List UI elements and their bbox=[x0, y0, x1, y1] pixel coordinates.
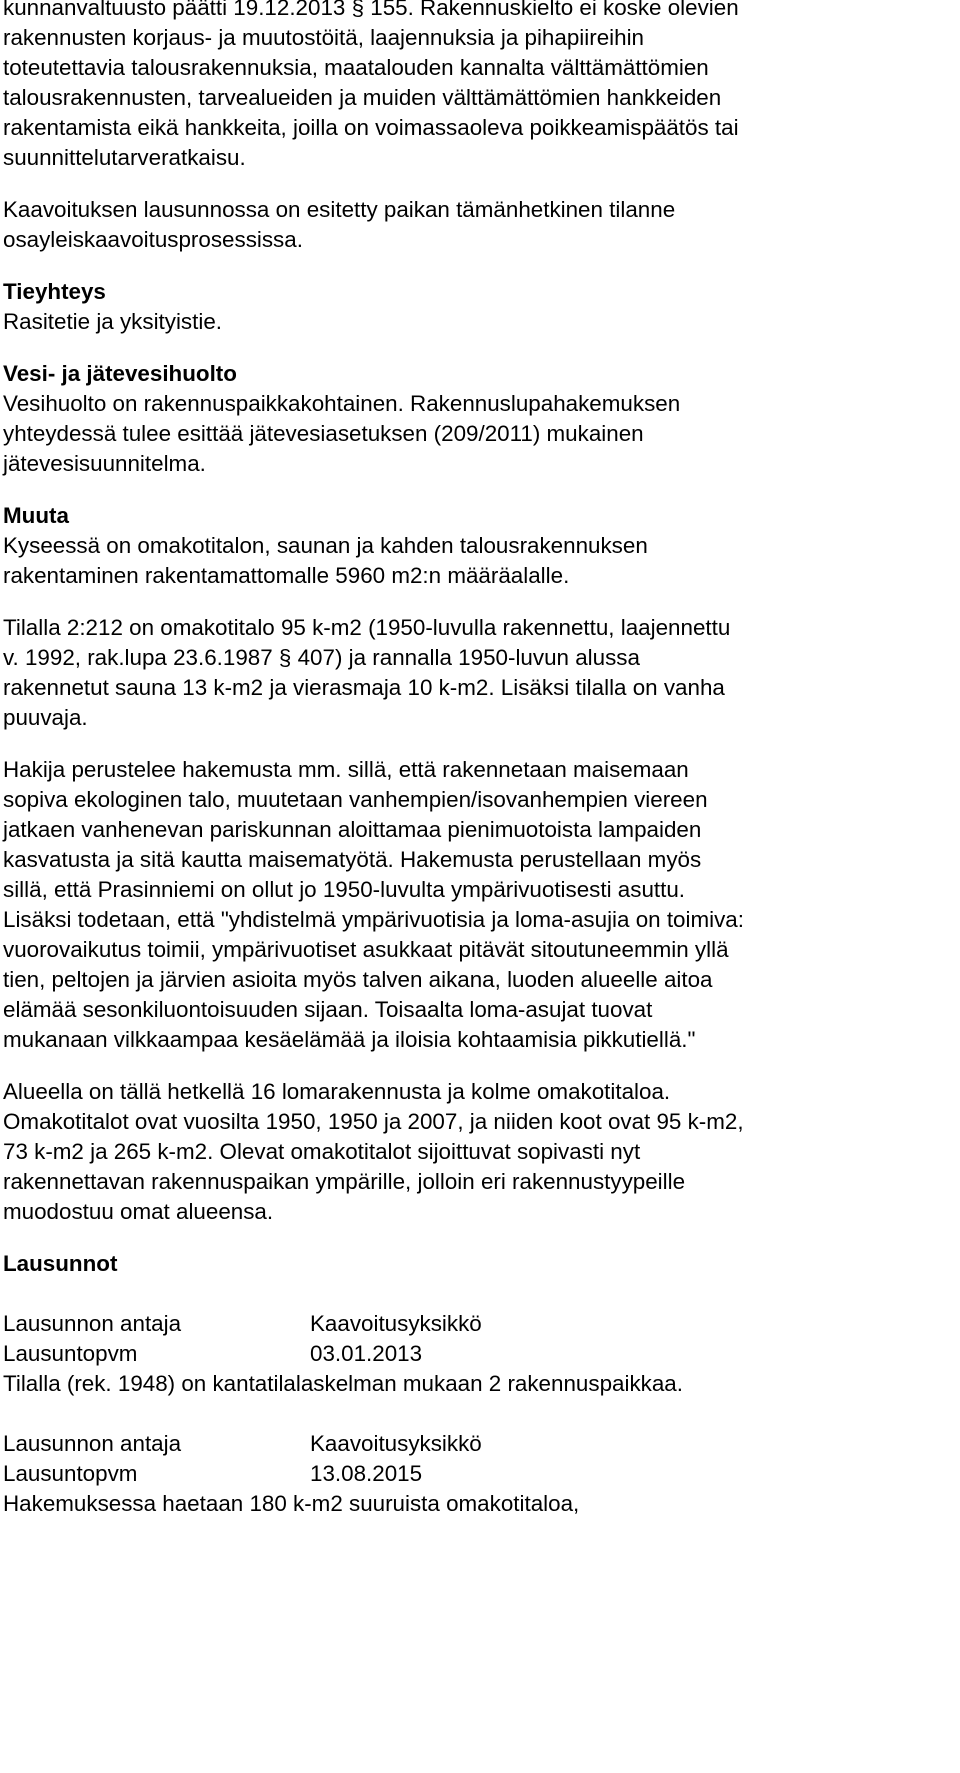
paragraph-hakija bbox=[3, 755, 953, 1055]
field-label: Lausuntopvm bbox=[3, 1341, 138, 1366]
text-line: rakentaminen rakentamattomalle 5960 m2:n määräalalle. bbox=[3, 563, 570, 588]
paragraph-alueella bbox=[3, 1077, 953, 1227]
text-line: Kaavoituksen lausunnossa on esitetty paikan tämänhetkinen tilanne bbox=[3, 197, 676, 222]
text-line: rakennetut sauna 13 k-m2 ja vierasmaja 10 k-m2. Lisäksi tilalla on vanha bbox=[3, 675, 725, 700]
section-muuta bbox=[3, 501, 953, 591]
text-line: Tilalla 2:212 on omakotitalo 95 k-m2 (1950-luvulla rakennettu, laajennettu bbox=[3, 615, 731, 640]
paragraph-kaavoitus bbox=[3, 195, 953, 255]
text-line: rakennettavan rakennuspaikan ympärille, jolloin eri rakennustyypeille bbox=[3, 1169, 686, 1194]
text-line: puuvaja. bbox=[3, 705, 88, 730]
text-line: jatkaen vanhenevan pariskunnan aloittamaa pienimuotoista lampaiden bbox=[3, 817, 702, 842]
text-line: muodostuu omat alueensa. bbox=[3, 1199, 274, 1224]
text-line: kasvatusta ja sitä kautta maisematyötä. Hakemusta perustellaan myös bbox=[3, 847, 702, 872]
text-line: yhteydessä tulee esittää jätevesiasetuksen (209/2011) mukainen bbox=[3, 421, 644, 446]
text-line: jätevesisuunnitelma. bbox=[3, 451, 206, 476]
field-label: Lausunnon antaja bbox=[3, 1311, 182, 1336]
lausunnon-antaja-row bbox=[3, 1309, 953, 1339]
field-value: 03.01.2013 bbox=[310, 1341, 423, 1366]
lausunnon-antaja-row bbox=[3, 1429, 953, 1459]
document-page bbox=[3, 0, 953, 1541]
text-line: kunnanvaltuusto päätti 19.12.2013 § 155. Rakennuskielto ei koske olevien bbox=[3, 0, 739, 20]
text-line: osayleiskaavoitusprosessissa. bbox=[3, 227, 303, 252]
section-heading: Muuta bbox=[3, 503, 69, 528]
text-line: elämää sesonkiluontoisuuden sijaan. Toisaalta loma-asujat tuovat bbox=[3, 997, 653, 1022]
text-line: toteutettavia talousrakennuksia, maatalouden kannalta välttämättömien bbox=[3, 55, 709, 80]
text-line: mukanaan vilkkaampaa kesäelämää ja iloisia kohtaamisia pikkutiellä." bbox=[3, 1027, 696, 1052]
field-label: Lausuntopvm bbox=[3, 1461, 138, 1486]
text-line: sillä, että Prasinniemi on ollut jo 1950-luvulta ympärivuotisesti asuttu. bbox=[3, 877, 686, 902]
text-line: 73 k-m2 ja 265 k-m2. Olevat omakotitalot sijoittuvat sopivasti nyt bbox=[3, 1139, 641, 1164]
paragraph-rakennuskielto bbox=[3, 0, 953, 173]
lausunto-text: Tilalla (rek. 1948) on kantatilalaskelman mukaan 2 rakennuspaikkaa. bbox=[3, 1371, 683, 1396]
field-value: Kaavoitusyksikkö bbox=[310, 1431, 482, 1456]
text-line: vuorovaikutus toimii, ympärivuotiset asukkaat pitävät sitoutuneemmin yllä bbox=[3, 937, 729, 962]
lausuntopvm-row bbox=[3, 1459, 953, 1489]
section-vesihuolto bbox=[3, 359, 953, 479]
field-value: Kaavoitusyksikkö bbox=[310, 1311, 482, 1336]
text-line: sopiva ekologinen talo, muutetaan vanhempien/isovanhempien viereen bbox=[3, 787, 708, 812]
text-line: suunnittelutarveratkaisu. bbox=[3, 145, 246, 170]
text-line: Hakija perustelee hakemusta mm. sillä, että rakennetaan maisemaan bbox=[3, 757, 689, 782]
lausuntopvm-row bbox=[3, 1339, 953, 1369]
text-line: Kyseessä on omakotitalon, saunan ja kahden talousrakennuksen bbox=[3, 533, 648, 558]
text-line: Vesihuolto on rakennuspaikkakohtainen. Rakennuslupahakemuksen bbox=[3, 391, 681, 416]
paragraph-tilalla bbox=[3, 613, 953, 733]
section-tieyhteys bbox=[3, 277, 953, 337]
text-line: Omakotitalot ovat vuosilta 1950, 1950 ja 2007, ja niiden koot ovat 95 k-m2, bbox=[3, 1109, 744, 1134]
text-line: talousrakennusten, tarvealueiden ja muiden välttämättömien hankkeiden bbox=[3, 85, 722, 110]
field-label: Lausunnon antaja bbox=[3, 1431, 182, 1456]
text-line: v. 1992, rak.lupa 23.6.1987 § 407) ja rannalla 1950-luvun alussa bbox=[3, 645, 640, 670]
text-line: tien, peltojen ja järvien asioita myös talven aikana, luoden alueelle aitoa bbox=[3, 967, 713, 992]
lausunto-text: Hakemuksessa haetaan 180 k-m2 suuruista omakotitaloa, bbox=[3, 1491, 580, 1516]
section-heading: Lausunnot bbox=[3, 1251, 118, 1276]
text-line: Alueella on tällä hetkellä 16 lomarakennusta ja kolme omakotitaloa. bbox=[3, 1079, 671, 1104]
text-line: rakentamista eikä hankkeita, joilla on voimassaoleva poikkeamispäätös tai bbox=[3, 115, 739, 140]
field-value: 13.08.2015 bbox=[310, 1461, 423, 1486]
section-lausunnot bbox=[3, 1249, 953, 1519]
section-heading: Vesi- ja jätevesihuolto bbox=[3, 361, 237, 386]
text-line: Lisäksi todetaan, että "yhdistelmä ympärivuotisia ja loma-asujia on toimiva: bbox=[3, 907, 744, 932]
section-heading: Tieyhteys bbox=[3, 279, 106, 304]
text-line: Rasitetie ja yksityistie. bbox=[3, 309, 222, 334]
text-line: rakennusten korjaus- ja muutostöitä, laajennuksia ja pihapiireihin bbox=[3, 25, 644, 50]
